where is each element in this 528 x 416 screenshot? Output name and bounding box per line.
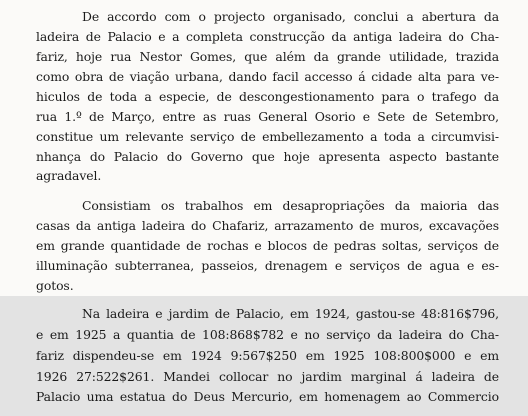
p2-line-1: Consistiam os trabalhos em desapropriações da maioria das: [82, 198, 499, 213]
p3-line-2: e em 1925 a quantia de 108:868$782 e no serviço da ladeira do Cha-: [36, 327, 499, 342]
p1-line-4: como obra de viação urbana, dando facil accesso á cidade alta para ve-: [36, 69, 499, 84]
p3-line-5: Palacio uma estatua do Deus Mercurio, em homenagem ao Commercio: [36, 389, 499, 404]
p1-line-2: ladeira de Palacio e a completa construcção da antiga ladeira do Cha-: [36, 29, 499, 44]
p1-line-7: constitue um relevante serviço de embellezamento a toda a circumvisi-: [36, 129, 499, 144]
p1-line-9: agradavel.: [36, 168, 102, 183]
p3-line-1: Na ladeira e jardim de Palacio, em 1924, gastou-se 48:816$796,: [82, 306, 499, 321]
p3-line-4: 1926 27:522$261. Mandei collocar no jardim marginal á ladeira de: [36, 369, 499, 384]
p1-line-1: De accordo com o projecto organisado, conclui a abertura da: [82, 9, 499, 24]
p2-line-5: gotos.: [36, 278, 74, 293]
p2-line-4: illuminação subterranea, passeios, drenagem e serviços de agua e es-: [36, 258, 499, 273]
p1-line-3: fariz, hoje rua Nestor Gomes, que além da grande utilidade, trazida: [36, 49, 499, 64]
p3-line-3: fariz dispendeu-se em 1924 9:567$250 em 1925 108:800$000 e em: [36, 348, 499, 363]
p2-line-2: casas da antiga ladeira do Chafariz, arrazamento de muros, excavações: [36, 218, 499, 233]
p1-line-5: hiculos de toda a especie, de descongestionamento para o trafego da: [36, 89, 499, 104]
p1-line-6: rua 1.º de Março, entre as ruas General Osorio e Sete de Setembro,: [36, 109, 499, 124]
p2-line-3: em grande quantidade de rochas e blocos de pedras soltas, serviços de: [36, 238, 499, 253]
p1-line-8: nhança do Palacio do Governo que hoje apresenta aspecto bastante: [36, 149, 499, 164]
